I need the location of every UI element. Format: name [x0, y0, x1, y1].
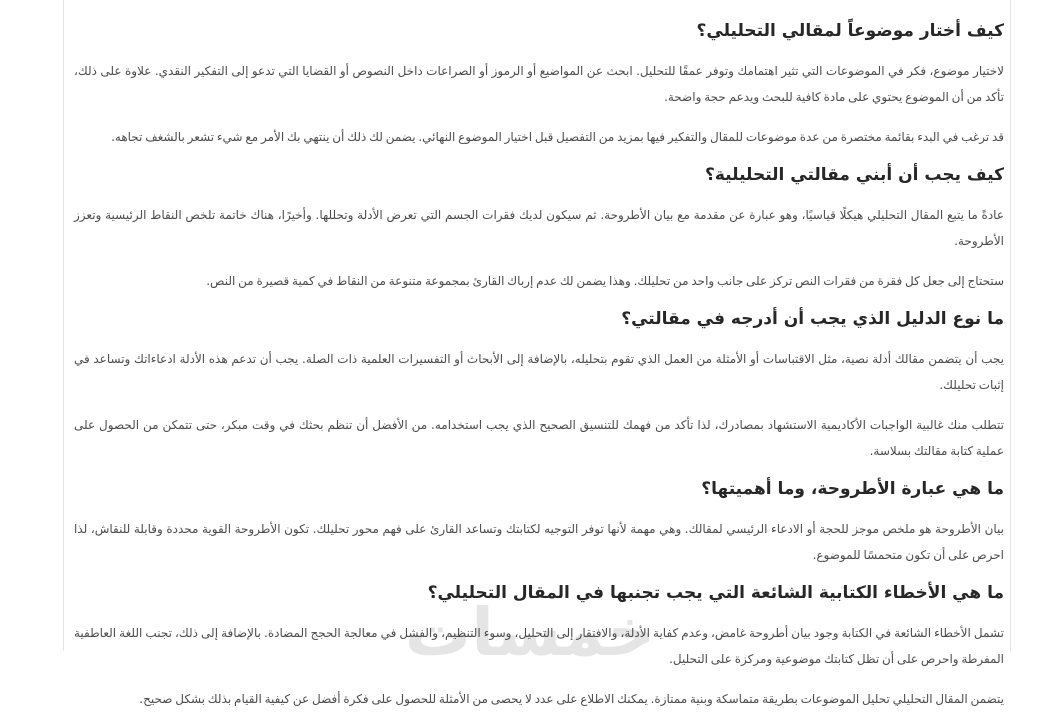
section-heading: ما هي عبارة الأطروحة، وما أهميتها؟	[74, 478, 1004, 500]
faq-section-choose-topic	[74, 20, 1004, 150]
section-heading: ما هي الأخطاء الكتابية الشائعة التي يجب تجنبها في المقال التحليلي؟	[74, 582, 1004, 604]
section-paragraph: لاختيار موضوع، فكر في الموضوعات التي تثير اهتمامك وتوفر عمقًا للتحليل. ابحث عن المواضيع أو الرموز أو الصراعات داخل النصوص أو القضايا التي تدعو إلى التفكير النقدي. علاوة على ذلك، تأكد من أن الموضوع يحتوي على مادة كافية للبحث ويدعم حجة واضحة.	[74, 58, 1004, 110]
section-paragraph: قد ترغب في البدء بقائمة مختصرة من عدة موضوعات للمقال والتفكير فيها بمزيد من التفصيل قبل اختيار الموضوع النهائي. يضمن لك ذلك أن ينتهي بك الأمر مع شيء تشعر بالشغف تجاهه.	[74, 124, 1004, 150]
faq-section-structure-essay	[74, 164, 1004, 294]
section-paragraph: يتضمن المقال التحليلي تحليل الموضوعات بطريقة متماسكة وبنية ممتازة. يمكنك الاطلاع على عدد لا يحصى من الأمثلة للحصول على فكرة أفضل عن كيفية القيام بذلك بشكل صحيح.	[74, 686, 1004, 712]
section-paragraph: بيان الأطروحة هو ملخص موجز للحجة أو الادعاء الرئيسي لمقالك. وهي مهمة لأنها توفر التوجيه لكتابتك وتساعد القارئ على فهم محور تحليلك. تكون الأطروحة القوية محددة وقابلة للنقاش، لذا احرص على أن تكون متحمسًا للموضوع.	[74, 516, 1004, 568]
faq-section-common-mistakes	[74, 582, 1004, 712]
section-heading: كيف يجب أن أبني مقالتي التحليلية؟	[74, 164, 1004, 186]
section-paragraph: عادةً ما يتبع المقال التحليلي هيكلًا قياسيًا، وهو عبارة عن مقدمة مع بيان الأطروحة. ثم سيكون لديك فقرات الجسم التي تعرض الأدلة وتحللها. وأخيرًا، هناك خاتمة تلخص النقاط الرئيسية وتعزز الأطروحة.	[74, 202, 1004, 254]
document-page	[63, 0, 1011, 651]
document-content	[74, 20, 1004, 712]
section-paragraph: تتطلب منك غالبية الواجبات الأكاديمية الاستشهاد بمصادرك، لذا تأكد من فهمك للتنسيق الصحيح الذي يجب استخدامه. من الأفضل أن تنظم بحثك في وقت مبكر، حتى تتمكن من الحصول على عملية كتابة مقالتك بسلاسة.	[74, 412, 1004, 464]
section-heading: ما نوع الدليل الذي يجب أن أدرجه في مقالتي؟	[74, 308, 1004, 330]
faq-section-thesis-statement	[74, 478, 1004, 568]
section-paragraph: تشمل الأخطاء الشائعة في الكتابة وجود بيان أطروحة غامض، وعدم كفاية الأدلة، والافتقار إلى التحليل، وسوء التنظيم، والفشل في معالجة الحجج المضادة. بالإضافة إلى ذلك، تجنب اللغة العاطفية المفرطة واحرص على أن تظل كتابتك موضوعية ومركزة على التحليل.	[74, 620, 1004, 672]
faq-section-evidence-type	[74, 308, 1004, 464]
section-heading: كيف أختار موضوعاً لمقالي التحليلي؟	[74, 20, 1004, 42]
khamsat-watermark: خمسات	[425, 594, 655, 671]
section-paragraph: يجب أن يتضمن مقالك أدلة نصية، مثل الاقتباسات أو الأمثلة من العمل الذي تقوم بتحليله، بالإضافة إلى الأبحاث أو التفسيرات العلمية ذات الصلة. يجب أن تدعم هذه الأدلة ادعاءاتك وتساعد في إثبات تحليلك.	[74, 346, 1004, 398]
section-paragraph: ستحتاج إلى جعل كل فقرة من فقرات النص تركز على جانب واحد من تحليلك. وهذا يضمن لك عدم إرباك القارئ بمجموعة متنوعة من النقاط في كمية قصيرة من النص.	[74, 268, 1004, 294]
